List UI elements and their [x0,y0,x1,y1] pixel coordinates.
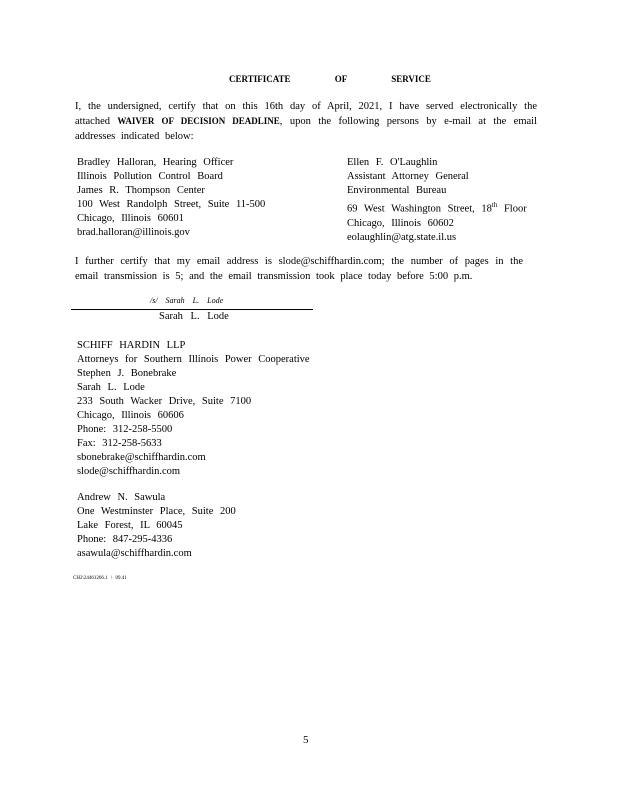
street-text: 69 West Washington Street, 18 [347,203,492,215]
document-reference-code: CH2\24461266.1 \ 09.41 [73,576,127,581]
recipient-email: eolaughlin@atg.state.il.us [347,231,457,243]
document-name: WAIVER OF DECISION DEADLINE [117,116,280,126]
recipient-line: Chicago, Illinois 60602 [347,217,454,229]
ordinal-suffix: th [491,201,498,209]
signer-name: Sarah L. Lode [159,311,229,322]
second-attorney-block [77,491,236,561]
firm-line: 233 South Wacker Drive, Suite 7100 [77,396,252,407]
recipient-line: Illinois Pollution Control Board [77,171,223,182]
recipient-email: brad.halloran@illinois.gov [77,227,190,238]
page-number: 5 [303,734,309,746]
firm-line: Fax: 312-258-5633 [77,438,162,449]
firm-signature-block [77,339,310,479]
attorney-line: Andrew N. Sawula [77,492,166,503]
firm-line: Sarah L. Lode [77,382,145,393]
firm-line: Attorneys for Southern Illinois Power Cooperative [77,354,310,365]
recipient-hearing-officer [77,156,265,240]
recipient-line: James R. Thompson Center [77,185,205,196]
firm-line: SCHIFF HARDIN LLP [77,340,186,351]
further-certification-paragraph: I further certify that my email address is slode@schiffhardin.com; the number of pages in the email transmission is 5; and the email transmission took place today before 5:00 p.m. [75,256,523,282]
electronic-signature: /s/ Sarah L. Lode [150,296,224,305]
recipient-line [347,198,527,217]
intro-text-start: I, the undersigned, certify that on this 16th day of April, 2021, I have served electronically the attached [75,101,537,127]
recipient-line: Ellen F. O'Laughlin [347,157,438,168]
attorney-line: Phone: 847-295-4336 [77,534,173,545]
recipient-line: 100 West Randolph Street, Suite 11-500 [77,199,266,210]
recipient-line: Environmental Bureau [347,185,447,196]
firm-line: slode@schiffhardin.com [77,466,181,477]
floor-text: Floor [497,203,527,215]
recipient-line: Chicago, Illinois 60601 [77,213,184,224]
firm-line: sbonebrake@schiffhardin.com [77,452,206,463]
firm-line: Chicago, Illinois 60606 [77,410,184,421]
attorney-line: Lake Forest, IL 60045 [77,520,183,531]
certificate-title: CERTIFICATE OF SERVICE [229,74,431,84]
recipient-line: Assistant Attorney General [347,171,469,182]
recipient-line: Bradley Halloran, Hearing Officer [77,157,234,168]
intro-text-end: , upon the following persons by e-mail at the email addresses indicated below: [75,116,537,142]
attorney-line: One Westminster Place, Suite 200 [77,506,236,517]
firm-line: Stephen J. Bonebrake [77,368,177,379]
intro-paragraph [75,99,537,144]
firm-line: Phone: 312-258-5500 [77,424,173,435]
signature-line [71,309,313,310]
attorney-line: asawula@schiffhardin.com [77,548,192,559]
recipient-attorney-general [347,156,527,245]
